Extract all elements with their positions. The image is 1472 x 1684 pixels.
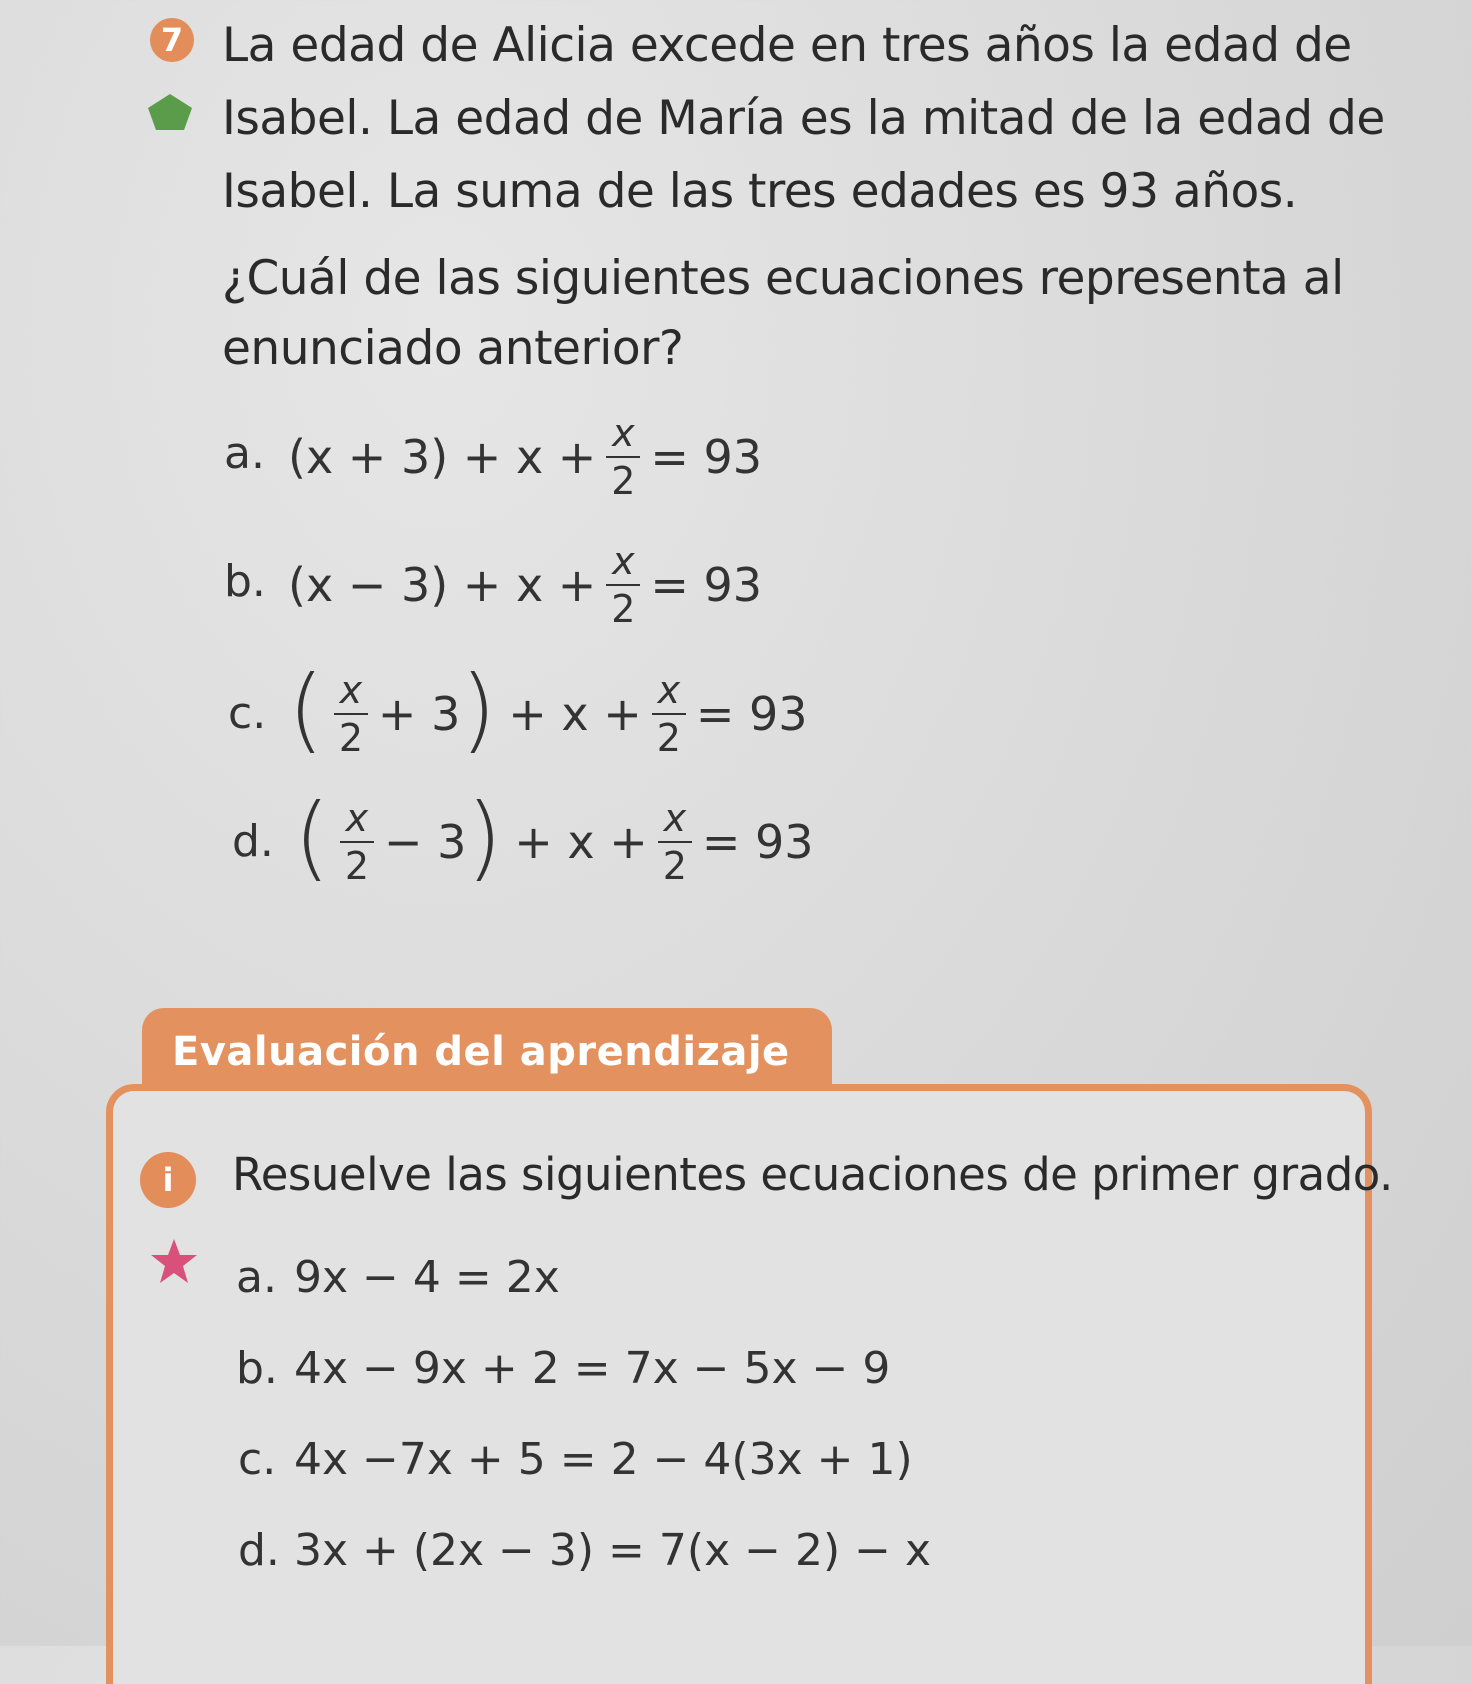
fraction-numerator: x: [345, 796, 369, 840]
fraction-numerator: x: [663, 796, 687, 840]
evaluation-tab: [142, 1008, 832, 1096]
problem-number-badge: [150, 18, 194, 62]
option-a-pre: (x + 3) + x +: [288, 430, 597, 484]
fraction-numerator: x: [612, 411, 635, 455]
question-line-2: enunciado anterior?: [222, 321, 684, 376]
evaluation-instruction: Resuelve las siguientes ecuaciones de primer grado.: [232, 1148, 1393, 1201]
fraction-bar: [658, 841, 692, 843]
equation-d-letter: d.: [238, 1525, 280, 1576]
fraction-bar: [606, 456, 640, 458]
fraction-denominator: 2: [338, 716, 363, 760]
star-icon: [148, 1236, 200, 1286]
equation-a-letter: a.: [236, 1252, 277, 1303]
option-d-letter: d.: [232, 816, 274, 867]
fraction-numerator: x: [339, 668, 363, 712]
option-c-fraction: [652, 668, 686, 760]
option-c-equation: [288, 656, 808, 764]
equation-d: 3x + (2x − 3) = 7(x − 2) − x: [294, 1525, 931, 1576]
option-d-equation: [294, 784, 814, 892]
option-b-fraction: [606, 539, 640, 631]
equation-a: 9x − 4 = 2x: [294, 1252, 560, 1303]
left-paren: (: [294, 784, 330, 891]
fraction-bar: [606, 584, 640, 586]
fraction-bar: [334, 713, 368, 715]
problem-text-line-1: La edad de Alicia excede en tres años la edad de: [222, 18, 1352, 73]
option-a-post: = 93: [650, 430, 763, 484]
option-d-inner-fraction: [340, 796, 374, 888]
evaluation-title: Evaluación del aprendizaje: [172, 1029, 790, 1075]
equation-b: 4x − 9x + 2 = 7x − 5x − 9: [294, 1343, 891, 1394]
option-c-post: = 93: [695, 687, 808, 741]
fraction-denominator: 2: [611, 459, 636, 503]
option-a-letter: a.: [224, 428, 265, 479]
option-c-inner-fraction: [334, 668, 368, 760]
option-d-post: = 93: [701, 815, 814, 869]
option-b-letter: b.: [224, 556, 266, 607]
option-a-equation: [288, 412, 762, 502]
right-paren: ): [466, 784, 503, 891]
option-d-mid: + x +: [514, 815, 648, 869]
left-paren: (: [288, 656, 324, 763]
problem-number: 7: [160, 21, 184, 59]
option-c-letter: c.: [228, 688, 267, 739]
option-d-fraction: [658, 796, 692, 888]
fraction-denominator: 2: [656, 716, 681, 760]
fraction-denominator: 2: [662, 844, 687, 888]
pentagon-icon: [146, 92, 194, 132]
option-d-inner-op: − 3: [383, 815, 467, 869]
right-paren: ): [460, 656, 497, 763]
fraction-bar: [652, 713, 686, 715]
equation-b-letter: b.: [236, 1343, 278, 1394]
fraction-numerator: x: [657, 668, 681, 712]
problem-text-line-3: Isabel. La suma de las tres edades es 93 años.: [222, 164, 1298, 219]
fraction-denominator: 2: [344, 844, 369, 888]
option-b-equation: [288, 540, 762, 630]
fraction-bar: [340, 841, 374, 843]
fraction-numerator: x: [612, 539, 635, 583]
evaluation-item-badge: [140, 1152, 196, 1208]
option-c-mid: + x +: [508, 687, 642, 741]
evaluation-item-number: i: [162, 1161, 174, 1199]
question-line-1: ¿Cuál de las siguientes ecuaciones representa al: [222, 251, 1344, 306]
option-c-inner-op: + 3: [377, 687, 461, 741]
fraction-denominator: 2: [611, 587, 636, 631]
problem-text-line-2: Isabel. La edad de María es la mitad de la edad de: [222, 91, 1385, 146]
option-a-fraction: [606, 411, 640, 503]
option-b-pre: (x − 3) + x +: [288, 558, 597, 612]
option-b-post: = 93: [650, 558, 763, 612]
equation-c: 4x −7x + 5 = 2 − 4(3x + 1): [294, 1434, 913, 1485]
equation-c-letter: c.: [238, 1434, 277, 1485]
